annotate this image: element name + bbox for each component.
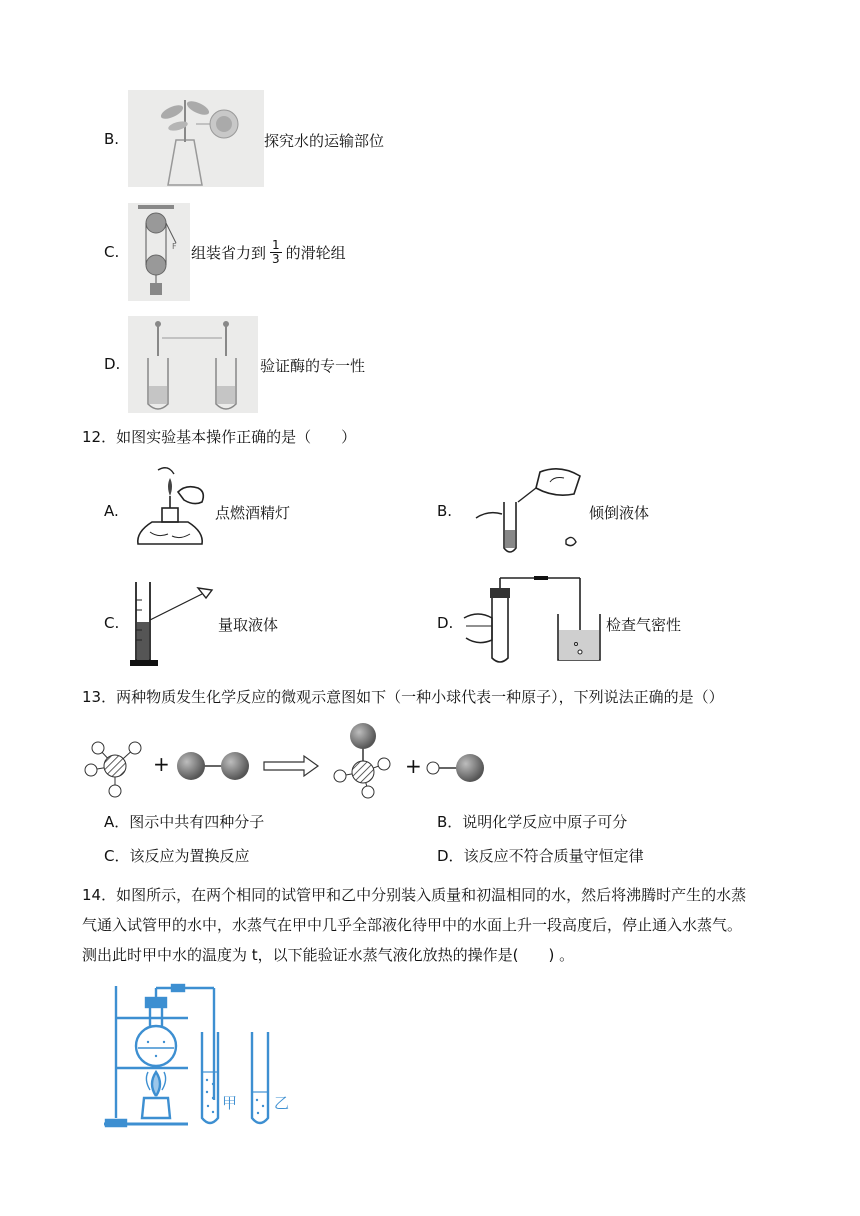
option-text: 倾倒液体: [589, 504, 650, 522]
option-text: 该反应为置换反应: [129, 847, 250, 865]
q14-stem-line-2: 气通入试管甲的水中，水蒸气在甲中几乎全部液化待甲中的水面上升一段高度后，停止通入水蒸气。: [82, 916, 743, 934]
reaction-diagram: [78, 718, 498, 804]
option-label: C.: [104, 243, 120, 261]
option-label: A．: [104, 813, 130, 831]
q13-option-c: [104, 845, 250, 866]
product-molecule-2: [427, 754, 484, 782]
option-text: 点燃酒精灯: [215, 504, 291, 522]
q13-option-a: [104, 811, 264, 832]
option-text: 探究水的运输部位: [264, 132, 385, 150]
alcohol-lamp-illustration: [128, 462, 212, 556]
svg-text:F: F: [172, 242, 177, 251]
option-text: 检查气密性: [606, 616, 682, 634]
option-label: D.: [104, 355, 121, 373]
option-label: D.: [437, 614, 454, 632]
pulley-photo: [128, 203, 190, 301]
pouring-liquid-illustration: [474, 462, 592, 556]
steam-apparatus-figure: [104, 980, 300, 1130]
option-text: 图示中共有四种分子: [129, 813, 265, 831]
option-label: A.: [104, 502, 119, 520]
option-label: C．: [104, 847, 130, 865]
airtightness-check-illustration: [462, 574, 606, 666]
reactant-molecule-1: [85, 742, 141, 797]
q13-stem: 13．两种物质发生化学反应的微观示意图如下（一种小球代表一种原子），下列说法正确的是（）: [82, 688, 724, 706]
q13-option-d: [437, 845, 644, 866]
tube-label-jia: 甲: [222, 1094, 238, 1112]
fraction-numerator: 1: [272, 237, 280, 252]
q14-stem-line-1: 14．如图所示，在两个相同的试管甲和乙中分别装入质量和初温相同的水，然后将沸腾时产生的水蒸: [82, 886, 747, 904]
measuring-cylinder-illustration: [126, 580, 216, 670]
plus-sign-1: +: [153, 752, 170, 776]
q14-stem-line-3: 测出此时甲中水的温度为 t，以下能验证水蒸气液化放热的操作是( ) 。: [82, 946, 575, 964]
enzyme-test-tube-photo: [128, 316, 258, 413]
q14-stem: [82, 880, 822, 970]
option-text: [191, 238, 346, 266]
reactant-molecule-2: [177, 752, 249, 780]
option-text-after: 的滑轮组: [285, 243, 346, 262]
tube-label-yi: 乙: [274, 1094, 290, 1112]
option-label: C.: [104, 614, 120, 632]
q13-option-b: [437, 811, 627, 832]
option-label: D．: [437, 847, 464, 865]
option-text: 该反应不符合质量守恒定律: [463, 847, 644, 865]
option-text: 验证酶的专一性: [260, 357, 366, 375]
plant-stem-dye-photo: [128, 90, 264, 187]
option-text: 量取液体: [218, 616, 279, 634]
option-text-before: 组装省力到: [191, 243, 267, 262]
option-label: B.: [104, 130, 120, 148]
reaction-arrow: [264, 756, 318, 776]
product-molecule-1: [334, 723, 390, 798]
q12-stem: 12．如图实验基本操作正确的是（ ）: [82, 428, 357, 446]
fraction-denominator: 3: [272, 251, 280, 266]
plus-sign-2: +: [405, 754, 422, 778]
fraction: [270, 239, 282, 266]
option-text: 说明化学反应中原子可分: [462, 813, 628, 831]
option-label: B．: [437, 813, 463, 831]
option-label: B.: [437, 502, 453, 520]
